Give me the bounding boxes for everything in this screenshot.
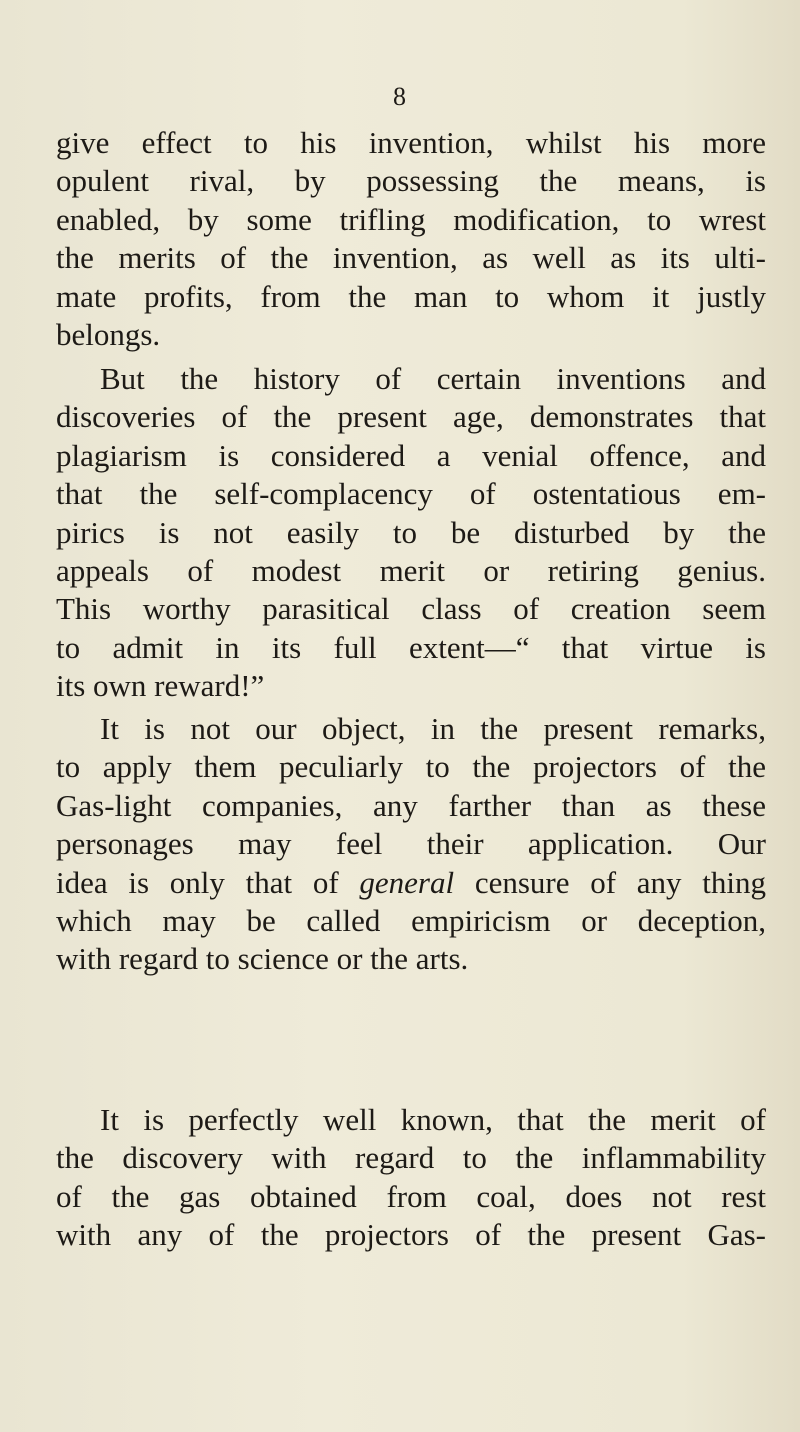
- text-line: pirics is not easily to be disturbed by the: [56, 514, 766, 550]
- text-segment: idea is only that of: [56, 864, 339, 900]
- paragraph-4: [56, 1101, 766, 1255]
- text-line: Gas-light companies, any farther than as these: [56, 787, 766, 823]
- text-line: This worthy parasitical class of creation seem: [56, 591, 766, 627]
- text-line: its own reward!”: [56, 668, 265, 704]
- text-line: belongs.: [56, 317, 161, 353]
- page-number: 8: [393, 82, 407, 111]
- text-line: of the gas obtained from coal, does not rest: [56, 1178, 766, 1214]
- text-segment: censure of any thing: [474, 864, 766, 900]
- text-line: the discovery with regard to the inflammability: [56, 1140, 766, 1176]
- text-line: opulent rival, by possessing the means, is: [56, 163, 766, 199]
- text-line: to admit in its full extent—“ that virtue is: [56, 629, 766, 665]
- text-line: appeals of modest merit or retiring genius.: [56, 553, 766, 589]
- text-line: mate profits, from the man to whom it justly: [56, 278, 766, 314]
- italic-word: general: [359, 864, 455, 900]
- text-line: personages may feel their application. Our: [56, 826, 766, 862]
- paragraph-1: [56, 124, 766, 354]
- text-line: [56, 864, 766, 902]
- text-line: to apply them peculiarly to the projectors of the: [56, 749, 766, 785]
- text-line: discoveries of the present age, demonstrates that: [56, 399, 766, 435]
- text-line: with regard to science or the arts.: [56, 941, 469, 977]
- text-line: with any of the projectors of the present Gas-: [56, 1217, 766, 1253]
- text-line: It is not our object, in the present remarks,: [100, 711, 766, 746]
- text-line: that the self-complacency of ostentatious em-: [56, 476, 766, 512]
- text-line: give effect to his invention, whilst his more: [56, 125, 766, 160]
- text-line: which may be called empiricism or deception,: [56, 903, 766, 939]
- paragraph-3: [56, 710, 766, 979]
- text-line: It is perfectly well known, that the merit of: [100, 1102, 766, 1137]
- text-line: the merits of the invention, as well as its ulti-: [56, 240, 766, 276]
- paragraph-2: [56, 360, 766, 706]
- text-line: plagiarism is considered a venial offence, and: [56, 437, 766, 473]
- text-line: enabled, by some trifling modification, to wrest: [56, 201, 766, 237]
- text-line: But the history of certain inventions and: [100, 361, 766, 396]
